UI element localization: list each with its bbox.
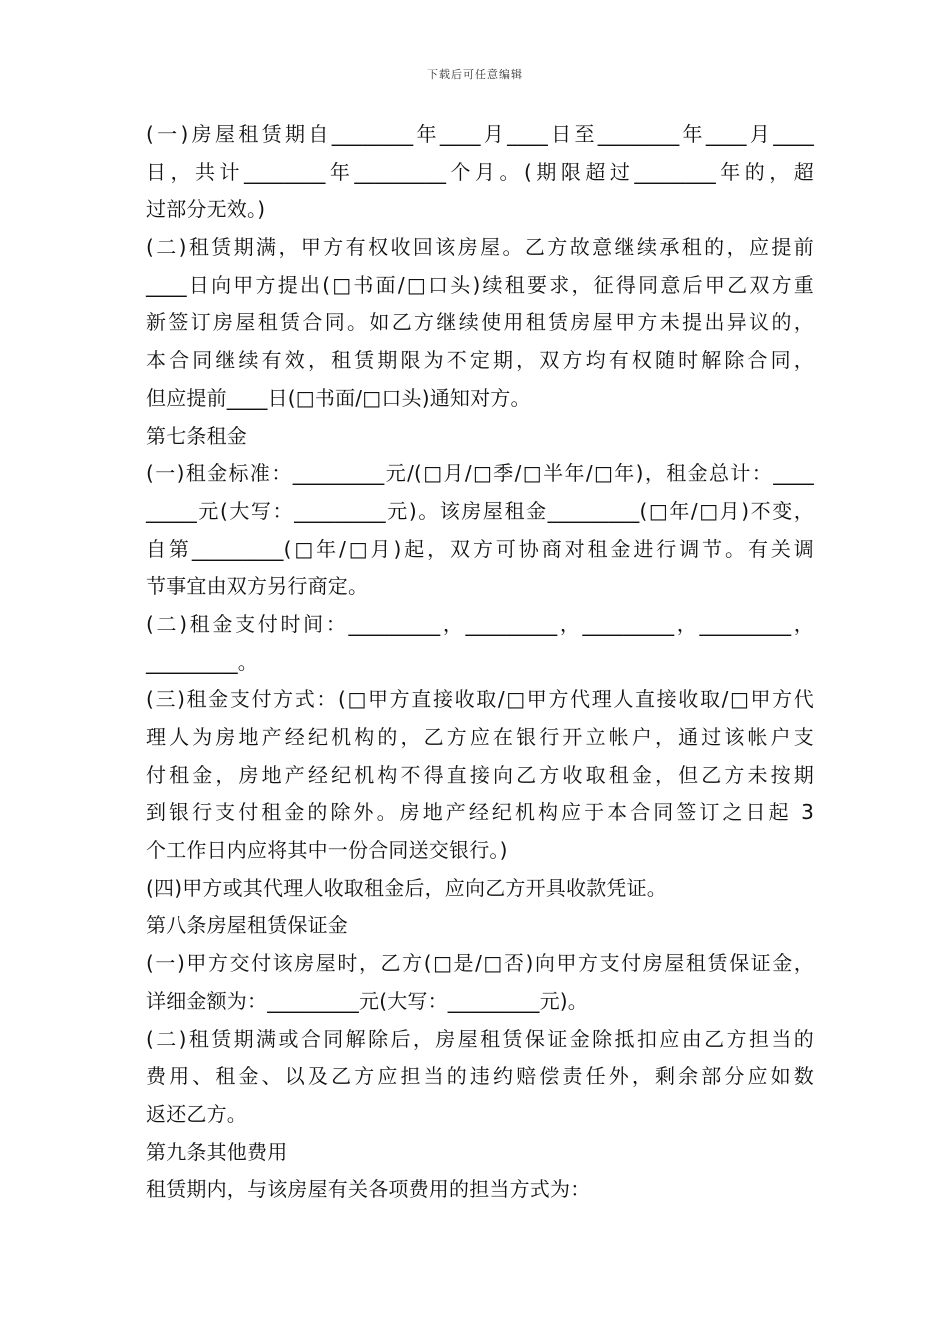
text-line: (一)租金标准：_________元/(□月/□季/□半年/□年)，租金总计：____ xyxy=(146,461,814,486)
text-line: 个工作日内应将其中一份合同送交银行。) xyxy=(146,838,508,863)
text-line: _________。 xyxy=(146,649,258,674)
text-line: (四)甲方或其代理人收取租金后，应向乙方开具收款凭证。 xyxy=(146,875,668,900)
section-heading: 第七条租金 xyxy=(146,423,247,448)
text-line: 详细金额为：_________元(大写：_________元)。 xyxy=(146,988,589,1013)
text-line: 租赁期内，与该房屋有关各项费用的担当方式为： xyxy=(146,1177,591,1202)
text-line: 本合同继续有效，租赁期限为不定期，双方均有权随时解除合同， xyxy=(146,348,814,373)
text-line: ____日向甲方提出(□书面/□口头)续租要求，征得同意后甲乙双方重 xyxy=(146,272,814,297)
text-line: 理人为房地产经纪机构的，乙方应在银行开立帐户，通过该帐户支 xyxy=(146,725,814,749)
text-line: (三)租金支付方式：(□甲方直接收取/□甲方代理人直接收取/□甲方代 xyxy=(146,687,814,712)
section-heading: 第九条其他费用 xyxy=(146,1139,288,1164)
section-heading: 第八条房屋租赁保证金 xyxy=(146,913,348,938)
text-line: 返还乙方。 xyxy=(146,1101,247,1126)
text-line: 自第_________(□年/□月)起，双方可协商对租金进行调节。有关调 xyxy=(146,536,814,561)
text-line: 但应提前____日(□书面/□口头)通知对方。 xyxy=(146,385,531,410)
text-line: 付租金，房地产经纪机构不得直接向乙方收取租金，但乙方未按期 xyxy=(146,762,814,787)
text-line: 到银行支付租金的除外。房地产经纪机构应于本合同签订之日起 3 xyxy=(146,800,814,825)
text-line: (二)租赁期满，甲方有权收回该房屋。乙方故意继续承租的，应提前 xyxy=(146,235,814,260)
document-body xyxy=(146,116,814,1209)
page-header: 下载后可任意编辑 xyxy=(427,68,523,81)
text-line: 日，共计________年_________个月。(期限超过________年的，超 xyxy=(146,159,814,184)
text-line: (一)甲方交付该房屋时，乙方(□是/□否)向甲方支付房屋租赁保证金， xyxy=(146,951,814,976)
text-line: 过部分无效。) xyxy=(146,197,266,222)
text-line: 节事宜由双方另行商定。 xyxy=(146,574,369,599)
text-line: (二)租金支付时间：_________，_________，_________，_________， xyxy=(146,611,814,636)
text-line: _____元(大写：_________元)。该房屋租金_________(□年/□月)不变， xyxy=(146,498,814,523)
text-line: (二)租赁期满或合同解除后，房屋租赁保证金除抵扣应由乙方担当的 xyxy=(146,1026,814,1051)
text-line: 费用、租金、以及乙方应担当的违约赔偿责任外，剩余部分应如数 xyxy=(146,1064,814,1089)
text-line: 新签订房屋租赁合同。如乙方继续使用租赁房屋甲方未提出异议的， xyxy=(146,310,814,335)
text-line: (一)房屋租赁期自________年____月____日至________年____月____ xyxy=(146,122,814,146)
